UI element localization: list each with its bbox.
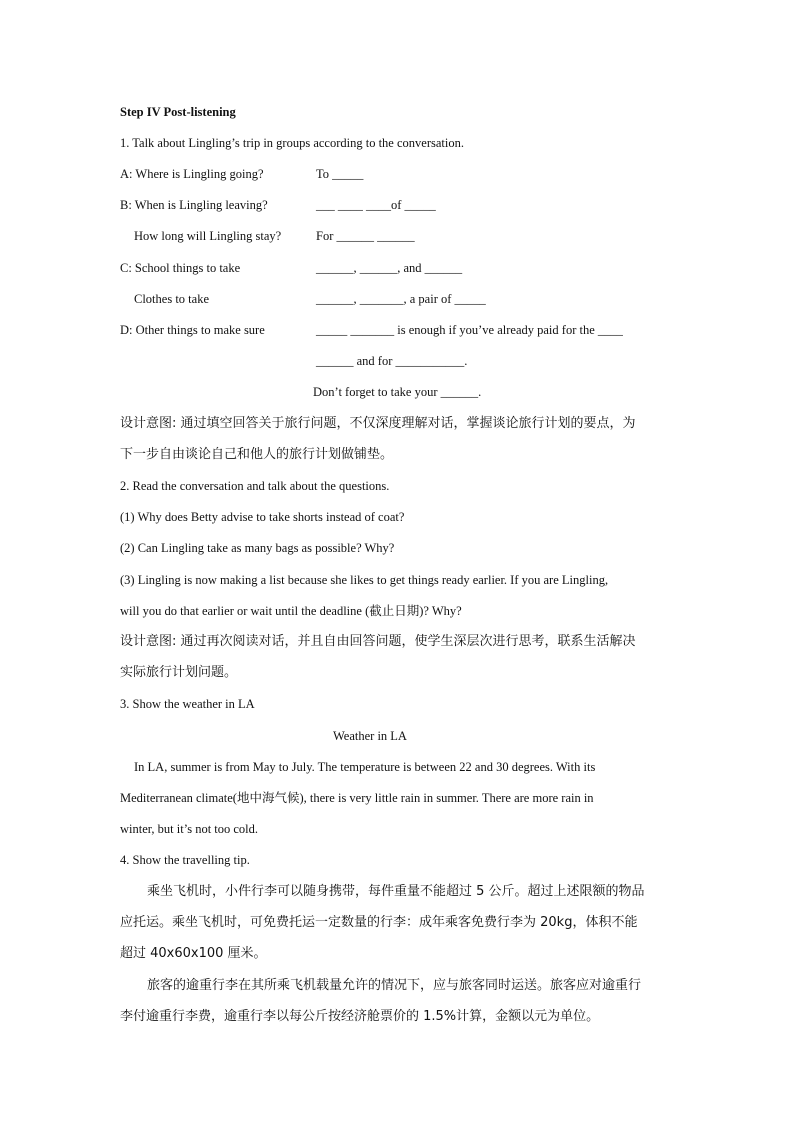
row-d-answer-last: Don’t forget to take your ______.: [313, 385, 482, 399]
design-intent-2-line2: 实际旅行计划问题。: [120, 665, 238, 680]
tip-para1-line2: 应托运。乘坐飞机时，可免费托运一定数量的行李：成年乘客免费行李为 20kg，体积不能: [120, 915, 638, 930]
weather-para-line2: Mediterranean climate(地中海气候), there is very little rain in summer. There are more rain in: [120, 791, 594, 805]
section1-title: 1. Talk about Lingling’s trip in groups according to the conversation.: [120, 136, 464, 150]
row-b2-answer: For ______ ______: [316, 229, 415, 243]
page-heading: Step IV Post-listening: [120, 105, 236, 119]
row-c-answer: ______, ______, and ______: [316, 261, 463, 275]
question-1: (1) Why does Betty advise to take shorts instead of coat?: [120, 510, 405, 524]
design-intent-2-line1: 设计意图: 通过再次阅读对话，并且自由回答问题，使学生深层次进行思考，联系生活解决: [120, 634, 636, 649]
row-d-label: D: Other things to make sure: [120, 323, 265, 337]
row-c2-label: Clothes to take: [134, 292, 209, 306]
design-intent-1-line2: 下一步自由谈论自己和他人的旅行计划做铺垫。: [120, 447, 394, 462]
row-c-label: C: School things to take: [120, 261, 241, 275]
tip-para1-line3: 超过 40x60x100 厘米。: [120, 946, 267, 961]
row-d-answer: _____ _______ is enough if you’ve already paid for the ____: [316, 323, 623, 337]
section2-title: 2. Read the conversation and talk about the questions.: [120, 479, 390, 493]
section4-title: 4. Show the travelling tip.: [120, 853, 250, 867]
row-b-answer: ___ ____ ____of _____: [316, 198, 436, 212]
row-d-answer-cont: ______ and for ___________.: [316, 354, 468, 368]
question-2: (2) Can Lingling take as many bags as possible? Why?: [120, 541, 395, 555]
row-a-answer: To _____: [316, 167, 364, 181]
section3-title: 3. Show the weather in LA: [120, 697, 255, 711]
question-3-line2: will you do that earlier or wait until the deadline (截止日期)? Why?: [120, 604, 462, 618]
row-c2-answer: ______, _______, a pair of _____: [316, 292, 486, 306]
row-a-label: A: Where is Lingling going?: [120, 167, 264, 181]
design-intent-1-line1: 设计意图: 通过填空回答关于旅行问题，不仅深度理解对话，掌握谈论旅行计划的要点，为: [120, 416, 636, 431]
weather-para-line3: winter, but it’s not too cold.: [120, 822, 259, 836]
row-b-label: B: When is Lingling leaving?: [120, 198, 268, 212]
tip-para1-line1: 乘坐飞机时，小件行李可以随身携带，每件重量不能超过 5 公斤。超过上述限额的物品: [147, 884, 645, 899]
question-3-line1: (3) Lingling is now making a list because she likes to get things ready earlier. If you are Lingling,: [120, 573, 609, 587]
weather-para-line1: In LA, summer is from May to July. The temperature is between 22 and 30 degrees. With its: [134, 760, 596, 774]
tip-para2-line1: 旅客的逾重行李在其所乘飞机载量允许的情况下，应与旅客同时运送。旅客应对逾重行: [147, 978, 642, 993]
row-b2-label: How long will Lingling stay?: [134, 229, 282, 243]
weather-subtitle: Weather in LA: [333, 729, 407, 743]
tip-para2-line2: 李付逾重行李费，逾重行李以每公斤按经济舱票价的 1.5%计算，金额以元为单位。: [120, 1009, 600, 1024]
